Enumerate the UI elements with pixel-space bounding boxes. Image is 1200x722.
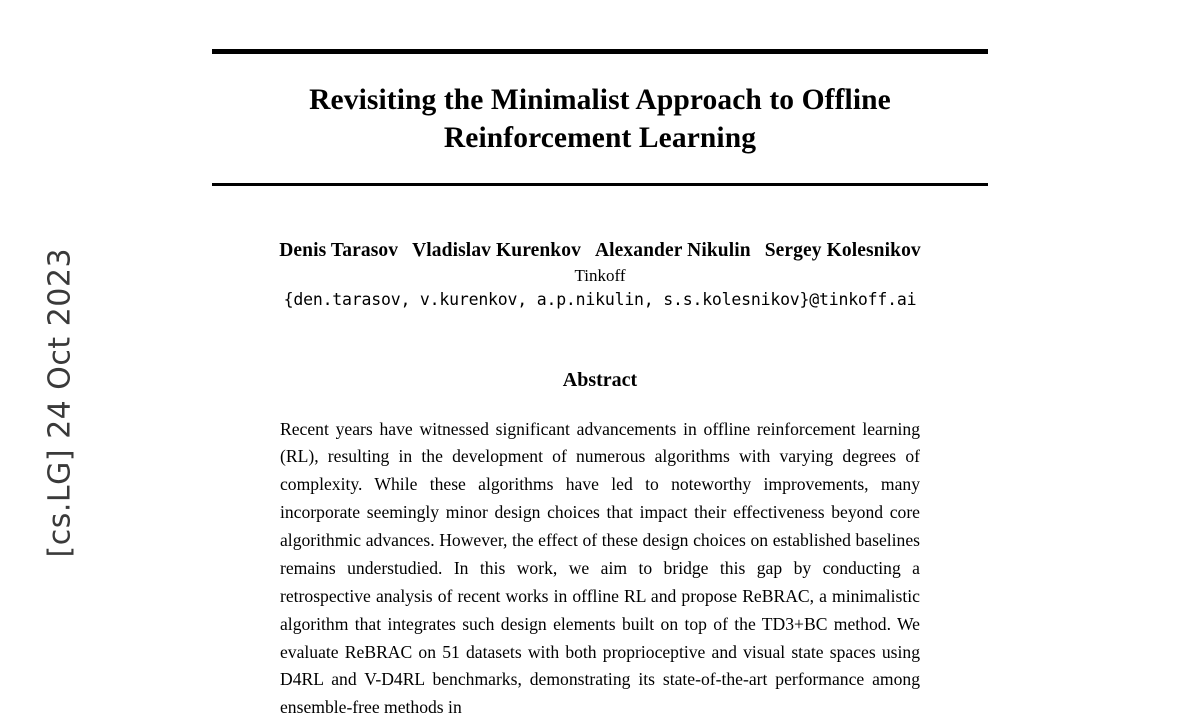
affiliation: Tinkoff <box>212 266 988 286</box>
author-name: Sergey Kolesnikov <box>765 240 921 262</box>
arxiv-stamp <box>0 0 110 648</box>
title-rule-top <box>212 49 988 54</box>
author-name: Vladislav Kurenkov <box>412 240 581 262</box>
page-title: Revisiting the Minimalist Approach to Offline Reinforcement Learning <box>212 82 988 158</box>
author-emails: {den.tarasov, v.kurenkov, a.p.nikulin, s.s.kolesnikov}@tinkoff.ai <box>212 290 988 309</box>
title-rule-bottom <box>212 183 988 186</box>
author-name: Alexander Nikulin <box>595 240 751 262</box>
author-name: Denis Tarasov <box>279 240 398 262</box>
author-list <box>212 240 988 262</box>
paper-page <box>212 0 988 648</box>
abstract-heading: Abstract <box>212 369 988 392</box>
abstract-text: Recent years have witnessed significant advancements in offline reinforcement learning (RL), resulting in the development of numerous algorithms with varying degrees of complexity. While these algorithms have led to noteworthy improvements, many incorporate seemingly minor design choices that impact their effectiveness beyond core algorithmic advances. However, the effect of these design choices on established baselines remains understudied. In this work, we aim to bridge this gap by conducting a retrospective analysis of recent works in offline RL and propose ReBRAC, a minimalistic algorithm that integrates such design elements built on top of the TD3+BC method. We evaluate ReBRAC on 51 datasets with both proprioceptive and visual state spaces using D4RL and V-D4RL benchmarks, demonstrating its state-of-the-art performance among ensemble-free methods in <box>280 416 920 722</box>
arxiv-stamp-text: [cs.LG] 24 Oct 2023 <box>43 138 78 558</box>
